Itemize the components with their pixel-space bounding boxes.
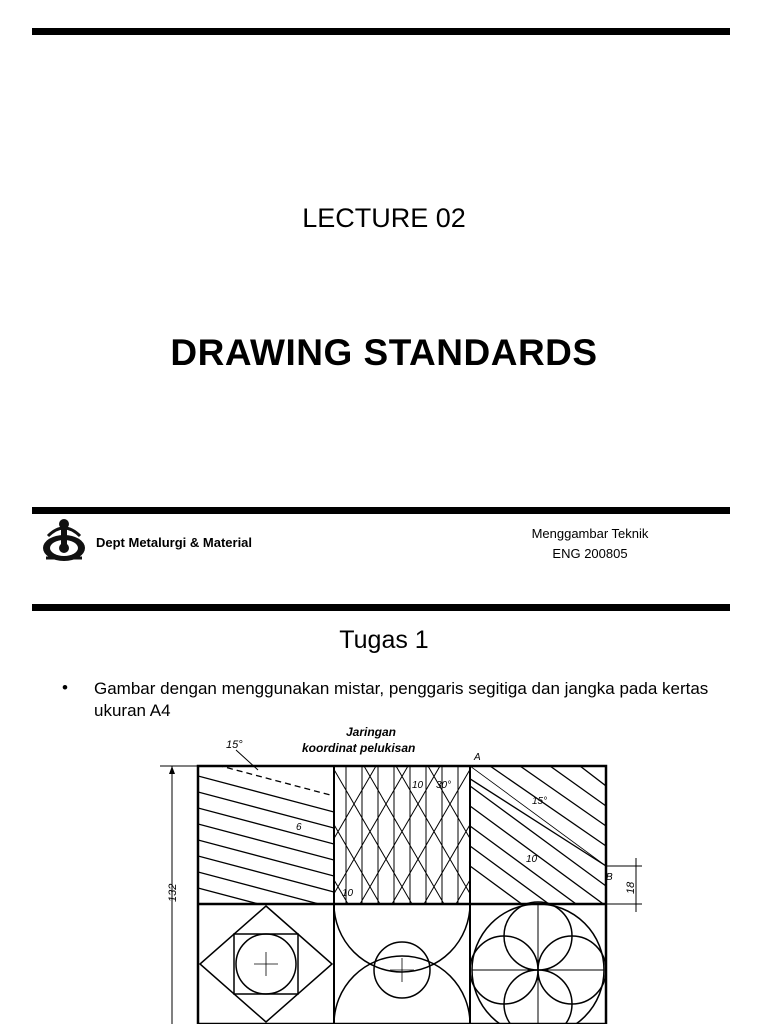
slide2-top-rule (32, 604, 730, 611)
course-info (510, 524, 670, 564)
university-logo-icon (40, 518, 88, 571)
point-label-a: A (474, 752, 481, 763)
angle-label-15: 15° (226, 739, 243, 751)
dimension-132: 132 (167, 883, 179, 902)
lecture-number: LECTURE 02 (302, 203, 466, 233)
angle-label-30: 30° (436, 780, 452, 791)
slide2-heading: Tugas 1 (339, 626, 429, 654)
point-label-b: B (606, 872, 613, 883)
dimension-10-mid: 10 (412, 780, 424, 791)
bullet-text: Gambar dengan menggunakan mistar, penggaris segitiga dan jangka pada kertas ukuran A4 (94, 679, 709, 720)
technical-drawing-figure (150, 726, 650, 1029)
course-code: ENG 200805 (552, 546, 628, 561)
dimension-6: 6 (296, 822, 302, 833)
footer-rule (32, 507, 730, 514)
figure-label-line1: Jaringan (346, 726, 397, 739)
slide-title: DRAWING STANDARDS (170, 332, 598, 373)
dimension-10-left: 10 (342, 888, 354, 899)
figure-label-line2: koordinat pelukisan (302, 741, 416, 755)
course-name: Menggambar Teknik (531, 526, 649, 541)
department-name: Dept Metalurgi & Material (96, 535, 253, 550)
dimension-10-right: 10 (526, 854, 538, 865)
top-rule (32, 28, 730, 35)
dimension-18: 18 (625, 881, 637, 894)
bullet-marker: • (62, 678, 68, 697)
angle-label-15-right: 15° (532, 796, 548, 807)
